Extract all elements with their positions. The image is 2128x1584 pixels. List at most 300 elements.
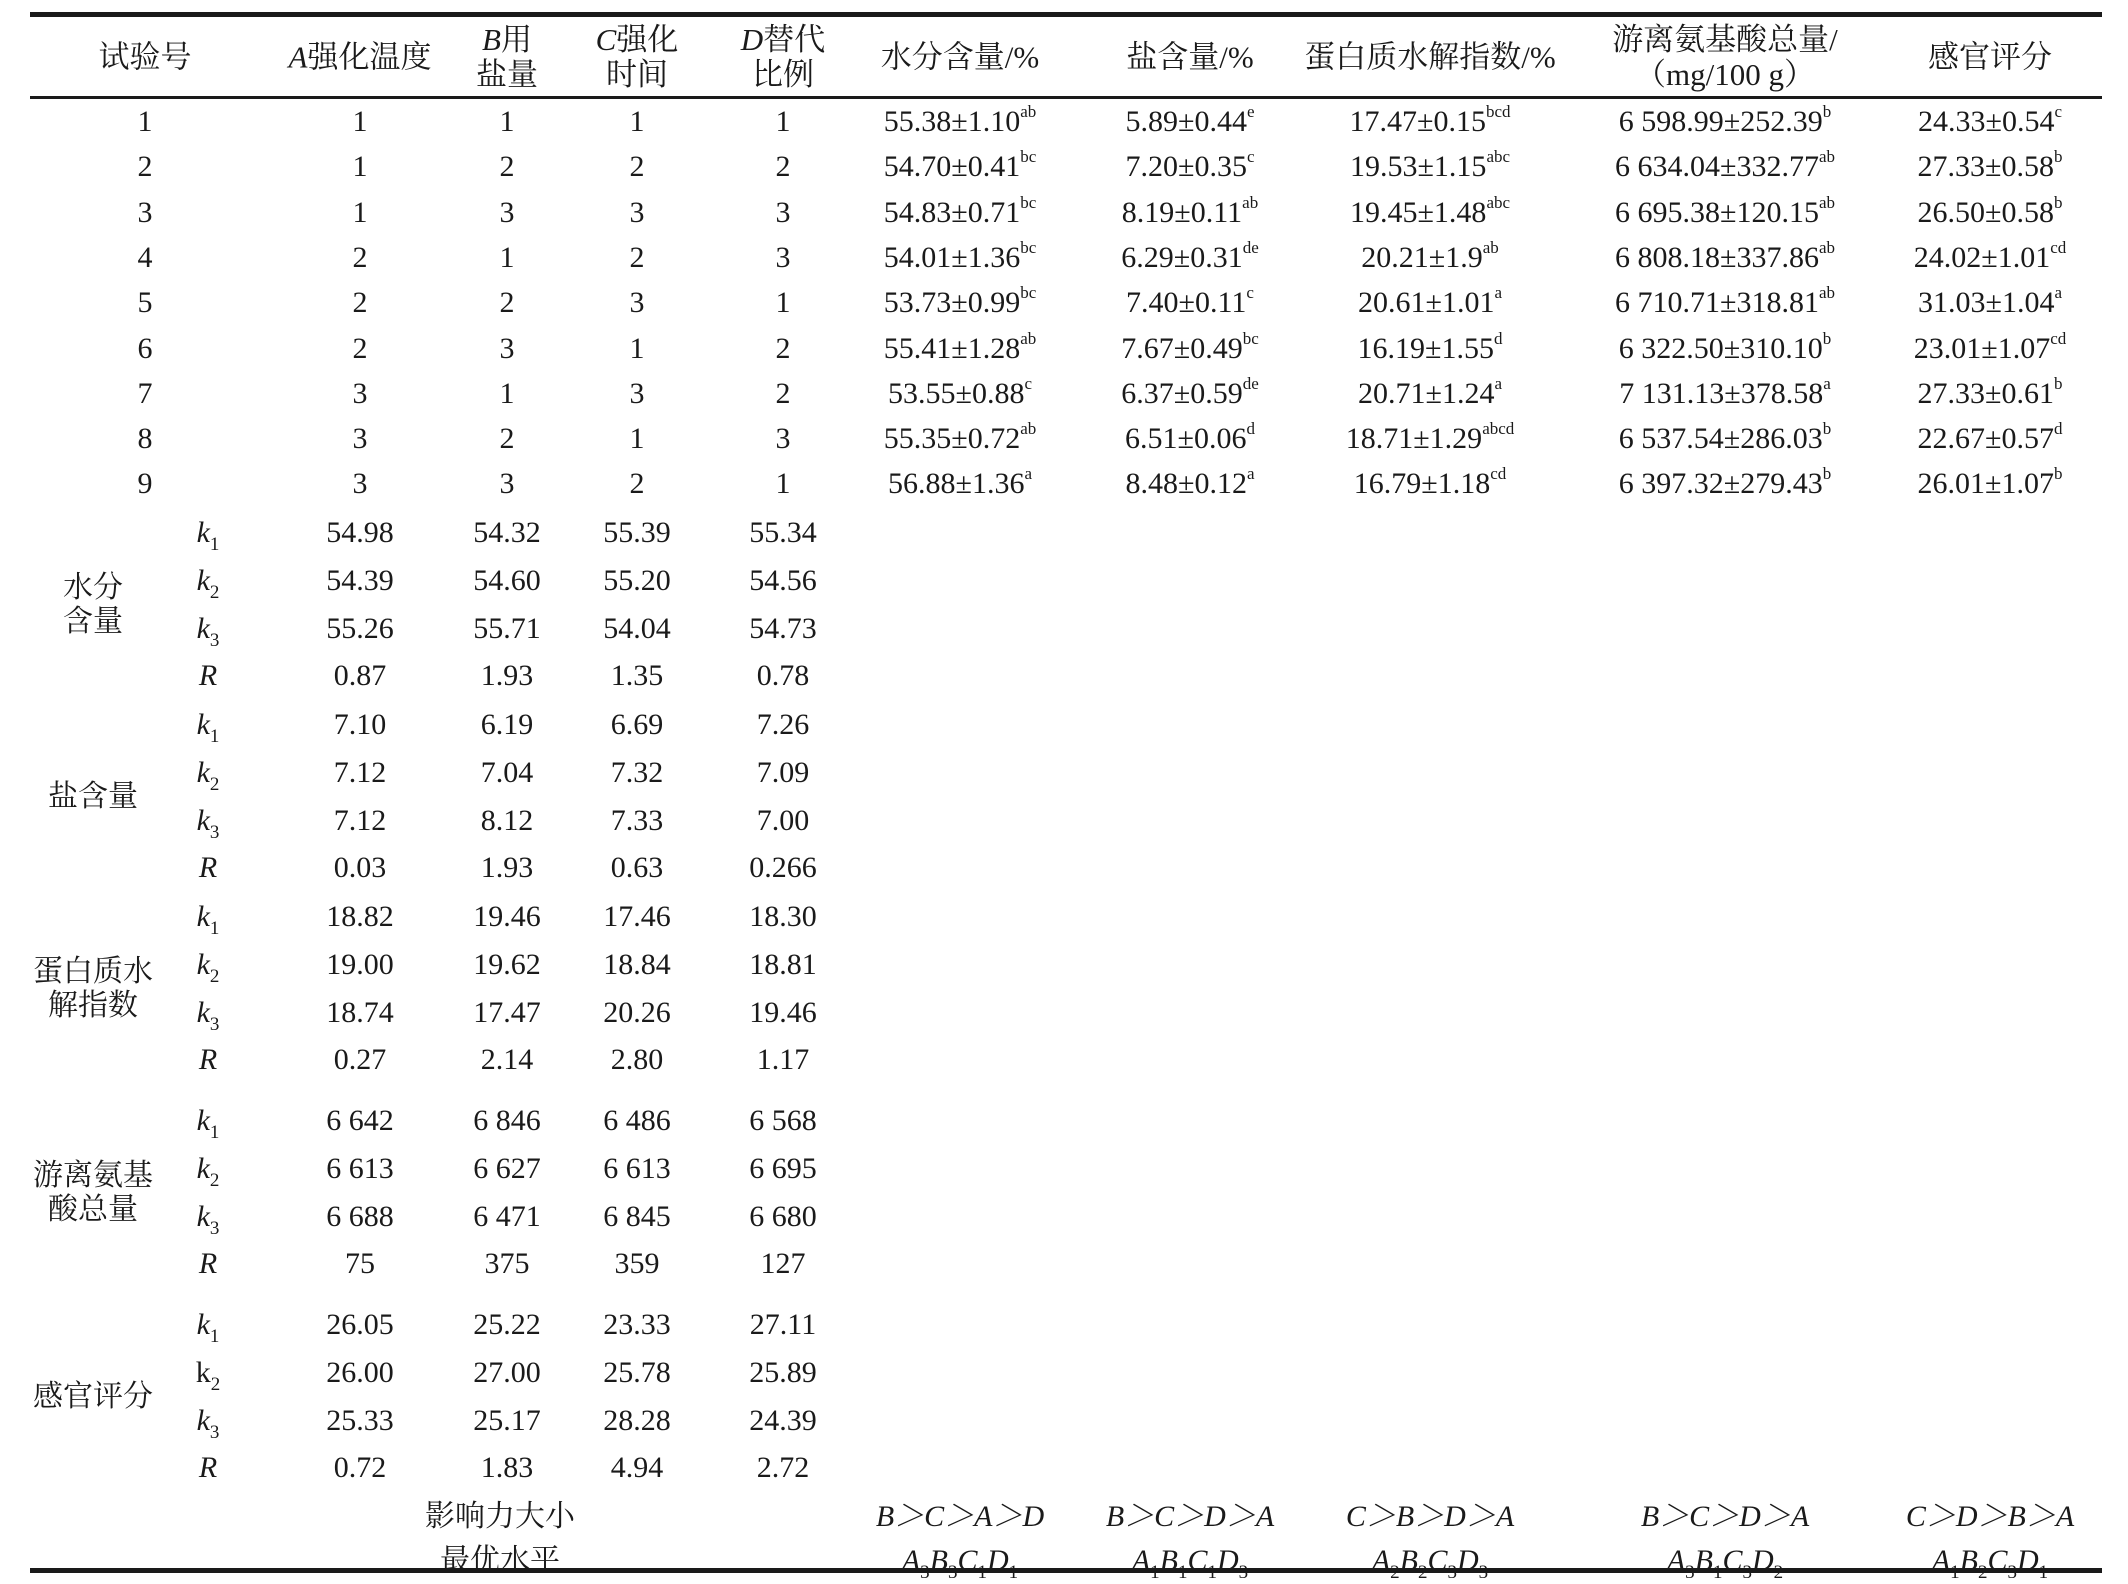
influence-order: B＞C＞D＞A [1105,1500,1275,1533]
stat-symbol [196,1103,220,1143]
header-factor [741,22,825,92]
significance-letters: cd [2050,328,2067,348]
significance-letters: abc [1486,192,1511,212]
stat-value: 26.00 [326,1355,394,1389]
stat-value: 24.39 [749,1403,817,1437]
measured-value [1918,421,2063,457]
stat-value: 25.89 [749,1355,817,1389]
measured-value [1349,192,1511,231]
significance-letters: b [2053,464,2063,484]
stat-subscript: 3 [209,629,220,651]
value-mean-sd: 20.61±1.01 [1357,286,1495,320]
measured-value [1917,373,2063,412]
stat-symbol [199,1450,217,1486]
value-mean-sd: 17.47±0.15 [1349,105,1486,138]
optimal-factor-level: 3 [1238,1562,1249,1583]
optimal-factor-letter: D [1752,1544,1774,1577]
stat-value: 55.39 [603,516,671,549]
factor-level: 3 [352,376,368,410]
value-mean-sd: 27.33±0.61 [1917,376,2054,410]
stat-subscript: 1 [209,534,220,555]
measured-value [1913,237,2067,276]
value-mean-sd: 53.55±0.88 [887,376,1025,410]
header-metric-line1: 游离氨基酸总量/ [1612,22,1838,57]
stat-value: 0.266 [749,851,817,885]
stat-value: 6 613 [603,1151,671,1185]
optimal-factor-letter: B [1694,1544,1713,1577]
value-mean-sd: 23.01±1.07 [1913,331,2051,365]
stat-subscript: 1 [209,726,220,747]
stat-letter: R [198,659,218,693]
value-mean-sd: 6.29±0.31 [1121,240,1243,274]
stat-symbol [199,658,217,694]
optimal-factor-letter: D [1217,1544,1239,1577]
stat-value: 127 [760,1247,806,1281]
trial-number: 5 [137,286,153,320]
optimal-factor-letter: A [1131,1544,1151,1577]
optimal-factor-letter: C [957,1544,978,1577]
header-metric [1126,40,1253,75]
value-mean-sd: 55.38±1.10 [883,105,1021,138]
stat-symbol [196,947,220,987]
optimal-factor-level: 1 [1207,1562,1217,1583]
significance-letters: cd [1490,464,1507,484]
trial-number: 9 [137,467,153,501]
significance-letters: ab [1818,283,1836,303]
stat-value: 1.35 [610,659,664,693]
optimal-factor-level: 3 [1478,1562,1489,1583]
stat-value: 359 [614,1247,660,1281]
significance-letters: b [2053,192,2063,212]
stat-symbol [199,1246,217,1282]
value-mean-sd: 54.01±1.36 [883,240,1021,274]
significance-letters: a [1024,464,1033,484]
stat-letter: k [196,611,210,645]
significance-letters: d [2053,419,2063,439]
stat-letter: k [195,1355,211,1389]
stat-value: 25.78 [603,1355,671,1389]
stat-value: 0.78 [756,659,810,693]
stat-value: 54.04 [603,611,671,645]
header-metric-line1: 感官评分 [1928,39,2052,75]
measured-value [1126,285,1254,321]
factor-level: 1 [775,105,791,138]
value-mean-sd: 20.21±1.9 [1361,240,1483,274]
stat-symbol [196,563,220,603]
stat-value: 7.09 [756,755,810,789]
header-factor-text: 用 [500,22,532,57]
stat-value: 7.12 [333,755,387,789]
factor-level: 3 [352,422,368,456]
value-mean-sd: 6 634.04±332.77 [1614,150,1819,184]
header-metric-line1: 蛋白质水解指数/% [1304,39,1556,75]
stat-value: 1.17 [756,1043,810,1077]
stat-value: 6 613 [326,1151,394,1185]
stat-value: 18.81 [749,947,817,981]
value-mean-sd: 7.40±0.11 [1126,286,1247,320]
stat-value: 6 568 [749,1104,817,1137]
factor-level: 1 [775,467,791,501]
factor-level: 1 [775,286,791,320]
significance-letters: c [1246,147,1255,167]
significance-letters: ab [1020,419,1037,439]
factor-level: 2 [775,331,791,365]
factor-level: 1 [499,376,515,410]
header-factor-line2: 时间 [606,57,668,92]
stat-subscript: 2 [209,773,220,795]
analysis-label-line1: 蛋白质水 [33,954,153,988]
measured-value [884,104,1037,140]
stat-value: 25.17 [473,1403,541,1437]
measured-value [1918,285,2062,321]
significance-letters: a [1823,373,1831,393]
optimal-factor-letter: D [1457,1544,1479,1577]
significance-letters: a [1246,464,1255,484]
influence-order: B＞C＞A＞D [875,1500,1045,1533]
factor-level: 2 [629,240,645,274]
header-factor-text: 强化温度 [307,39,432,75]
factor-level: 2 [499,422,515,456]
stat-subscript: 1 [209,1326,220,1347]
measured-value [1619,466,1831,502]
stat-subscript: 1 [209,1122,220,1143]
stat-value: 6 846 [473,1104,541,1137]
value-mean-sd: 6 598.99±252.39 [1618,105,1823,138]
stat-value: 55.34 [749,516,817,549]
stat-symbol [199,850,217,886]
optimal-factor-level: 1 [1950,1562,1960,1583]
optimal-factor-level: 3 [1447,1562,1457,1583]
factor-level: 3 [629,376,645,410]
optimal-factor-level: 1 [1712,1562,1723,1583]
header-trial: 试验号 [98,39,192,75]
header-metric-line2: （mg/100 g） [1635,57,1815,92]
significance-letters: ab [1818,237,1836,257]
factor-level: 3 [629,195,645,229]
significance-letters: de [1242,237,1259,257]
optimal-factor-letter: B [1959,1544,1978,1577]
value-mean-sd: 26.50±0.58 [1917,195,2054,229]
measured-value [1619,373,1831,412]
value-mean-sd: 6 808.18±337.86 [1614,240,1819,274]
influence-order: C＞B＞D＞A [1345,1500,1515,1533]
stat-symbol [196,899,220,939]
measured-value [1614,192,1836,231]
significance-letters: b [1822,102,1832,121]
measured-value [1918,149,2063,185]
stat-symbol [196,1151,220,1191]
factor-level: 3 [775,422,791,456]
optimal-level [1131,1543,1249,1583]
stat-value: 0.63 [610,851,664,885]
stat-value: 6.19 [480,708,534,741]
measured-value [1346,421,1515,457]
optimal-factor-level: 1 [1008,1562,1019,1583]
stat-subscript: 3 [209,1217,220,1239]
stat-value: 55.20 [603,563,671,597]
stat-letter: R [198,851,218,885]
significance-letters: a [2054,283,2063,303]
stat-value: 19.62 [473,947,541,981]
factor-level: 2 [352,240,368,274]
optimal-factor-level: 3 [2007,1562,2017,1583]
stat-symbol [196,755,220,795]
stat-letter: k [196,900,210,933]
measured-value [1618,328,1832,367]
significance-letters: c [1024,373,1033,393]
stat-symbol [196,995,220,1035]
measured-value [1917,192,2063,231]
measured-value [1918,466,2063,502]
stat-letter: k [196,1151,210,1185]
factor-level: 3 [775,240,791,274]
influence-order: B＞C＞D＞A [1640,1500,1810,1533]
stat-symbol [196,707,220,747]
stat-value: 54.39 [326,563,394,597]
factor-level: 3 [629,286,645,320]
stat-value: 23.33 [603,1308,671,1341]
value-mean-sd: 55.41±1.28 [883,331,1021,365]
stat-value: 75 [345,1247,375,1281]
stat-value: 28.28 [603,1403,671,1437]
trial-number: 2 [137,150,153,184]
bottom-rule [30,1568,2102,1573]
significance-letters: bcd [1485,102,1511,121]
stat-symbol [196,1403,220,1443]
value-mean-sd: 53.73±0.99 [883,286,1021,320]
stat-value: 6 845 [603,1199,671,1233]
value-mean-sd: 6.51±0.06 [1125,422,1247,456]
measured-value [1615,285,1835,321]
stat-value: 4.94 [610,1451,664,1485]
stat-letter: k [196,755,210,789]
stat-value: 0.72 [333,1451,387,1485]
factor-level: 1 [629,422,645,456]
value-mean-sd: 55.35±0.72 [883,422,1021,456]
factor-level: 1 [352,195,368,229]
stat-value: 18.84 [603,947,671,981]
measured-value [1125,149,1254,185]
factor-level: 1 [352,150,368,184]
significance-letters: ab [1818,147,1836,167]
analysis-label-line2: 解指数 [48,988,138,1022]
stat-value: 8.12 [480,803,534,837]
value-mean-sd: 31.03±1.04 [1917,286,2055,320]
measured-value [883,328,1037,367]
significance-letters: b [1822,328,1832,348]
factor-level: 1 [499,105,515,138]
stat-letter: k [196,1199,210,1233]
trial-number: 6 [137,331,153,365]
value-mean-sd: 7 131.13±378.58 [1619,376,1824,410]
value-mean-sd: 56.88±1.36 [887,467,1025,501]
analysis-label-line2: 含量 [63,604,123,638]
header-factor-line2: 盐量 [476,57,538,92]
optimal-factor-letter: C [1187,1544,1208,1577]
stat-value: 2.14 [480,1043,534,1077]
measured-value [1349,104,1510,140]
significance-letters: ab [1482,237,1499,257]
stat-value: 1.93 [480,659,534,693]
optimal-level [1931,1543,2049,1583]
analysis-label [33,1159,153,1227]
header-metric [881,40,1039,75]
value-mean-sd: 19.45±1.48 [1349,195,1487,229]
value-mean-sd: 6 537.54±286.03 [1618,422,1823,456]
stat-value: 26.05 [326,1308,394,1341]
factor-level: 2 [499,150,515,184]
optimal-factor-level: 3 [920,1562,930,1583]
measured-value [1121,237,1259,276]
header-factor-letter: B [482,22,501,57]
value-mean-sd: 54.70±0.41 [883,150,1021,184]
value-mean-sd: 7.67±0.49 [1121,331,1243,365]
stat-subscript: 2 [210,1373,221,1395]
significance-letters: abc [1486,147,1511,167]
influence-order: C＞D＞B＞A [1905,1500,2075,1533]
analysis-label [48,779,138,815]
header-factor-letter: C [595,22,617,57]
header-rule [30,96,2102,99]
significance-letters: bc [1020,192,1037,212]
trial-number: 8 [137,422,153,456]
optimal-factor-letter: A [1931,1544,1951,1577]
significance-letters: bc [1020,283,1037,303]
stat-value: 1.83 [480,1451,534,1485]
stat-letter: k [196,995,210,1029]
stat-subscript: 3 [209,1421,220,1443]
value-mean-sd: 8.48±0.12 [1125,467,1247,501]
stat-symbol [196,611,220,651]
stat-value: 7.26 [756,708,810,741]
stat-value: 375 [484,1247,530,1281]
measured-value [1121,192,1259,231]
significance-letters: e [1246,102,1255,121]
value-mean-sd: 19.53±1.15 [1349,150,1487,184]
factor-level: 2 [352,286,368,320]
stat-value: 0.03 [333,851,387,885]
value-mean-sd: 6 397.32±279.43 [1618,467,1823,501]
optimal-factor-letter: D [2017,1544,2039,1577]
stat-symbol [195,1355,221,1395]
stat-value: 54.32 [473,516,541,549]
factor-level: 3 [499,195,515,229]
significance-letters: ab [1020,328,1037,348]
stat-subscript: 3 [209,1013,220,1035]
significance-letters: b [1822,419,1832,439]
optimal-factor-level: 1 [1150,1562,1160,1583]
optimal-factor-level: 2 [1773,1562,1784,1583]
measured-value [1361,237,1499,276]
factor-level: 1 [499,240,515,274]
optimal-factor-letter: A [1666,1544,1686,1577]
factor-level: 1 [352,105,368,138]
value-mean-sd: 16.79±1.18 [1353,467,1491,501]
significance-letters: d [1246,419,1255,439]
stat-value: 20.26 [603,995,671,1029]
stat-value: 6 680 [749,1199,817,1233]
trial-number: 4 [137,240,153,274]
stat-value: 18.30 [749,900,817,933]
stat-value: 17.47 [473,995,541,1029]
header-factor-letter: D [740,22,764,57]
value-mean-sd: 20.71±1.24 [1357,376,1495,410]
analysis-label [63,571,123,639]
influence-label: 影响力大小 [425,1500,575,1533]
stat-letter: k [196,1308,210,1341]
optimal-factor-level: 1 [1177,1562,1188,1583]
significance-letters: c [1246,283,1254,303]
significance-letters: bc [1020,237,1037,257]
significance-letters: b [1822,464,1832,484]
stat-value: 7.10 [333,708,387,741]
stat-value: 0.87 [333,659,387,693]
value-mean-sd: 27.33±0.58 [1917,150,2054,184]
value-mean-sd: 24.02±1.01 [1913,240,2051,274]
significance-letters: a [1494,373,1503,393]
measured-value [883,192,1037,231]
analysis-label [33,1379,153,1415]
value-mean-sd: 24.33±0.54 [1917,105,2055,138]
stat-letter: k [196,563,210,597]
stat-subscript: 2 [209,965,220,987]
value-mean-sd: 6 710.71±318.81 [1614,286,1819,320]
stat-value: 7.32 [610,755,664,789]
stat-symbol [196,515,220,555]
stat-value: 19.46 [749,995,817,1029]
stat-subscript: 2 [209,581,220,603]
factor-level: 3 [499,467,515,501]
measured-value [1619,104,1831,140]
optimal-factor-level: 2 [1417,1562,1428,1583]
value-mean-sd: 8.19±0.11 [1121,195,1243,229]
measured-value [1913,328,2067,367]
optimal-factor-letter: A [901,1544,921,1577]
trial-number: 7 [137,376,153,410]
optimal-factor-letter: C [1987,1544,2008,1577]
optimal-factor-level: 2 [1977,1562,1988,1583]
stat-letter: k [196,947,210,981]
stat-value: 6 471 [473,1199,541,1233]
stat-letter: R [198,1247,218,1281]
optimal-label: 最优水平 [440,1544,560,1577]
header-metric-line1: 盐含量/% [1126,39,1254,75]
value-mean-sd: 7.20±0.35 [1125,150,1247,184]
significance-letters: abcd [1482,419,1515,439]
header-metric [1304,40,1555,75]
optimal-factor-level: 1 [977,1562,987,1583]
stat-value: 54.60 [473,563,541,597]
stat-value: 54.73 [749,611,817,645]
optimal-level [1371,1543,1489,1583]
optimal-factor-level: 3 [1742,1562,1752,1583]
stat-symbol [196,803,220,843]
factor-level: 2 [775,376,791,410]
stat-value: 7.12 [333,803,387,837]
stat-value: 2.80 [610,1043,664,1077]
measured-value [1357,373,1503,412]
stat-letter: k [196,516,210,549]
stat-value: 19.46 [473,900,541,933]
analysis-label-line1: 水分 [63,570,123,604]
stat-value: 7.33 [610,803,664,837]
stat-value: 19.00 [326,947,394,981]
optimal-factor-letter: B [929,1544,948,1577]
optimal-factor-level: 3 [1685,1562,1695,1583]
header-metric [1928,40,2052,75]
optimal-factor-letter: A [1371,1544,1391,1577]
significance-letters: bc [1020,147,1037,167]
